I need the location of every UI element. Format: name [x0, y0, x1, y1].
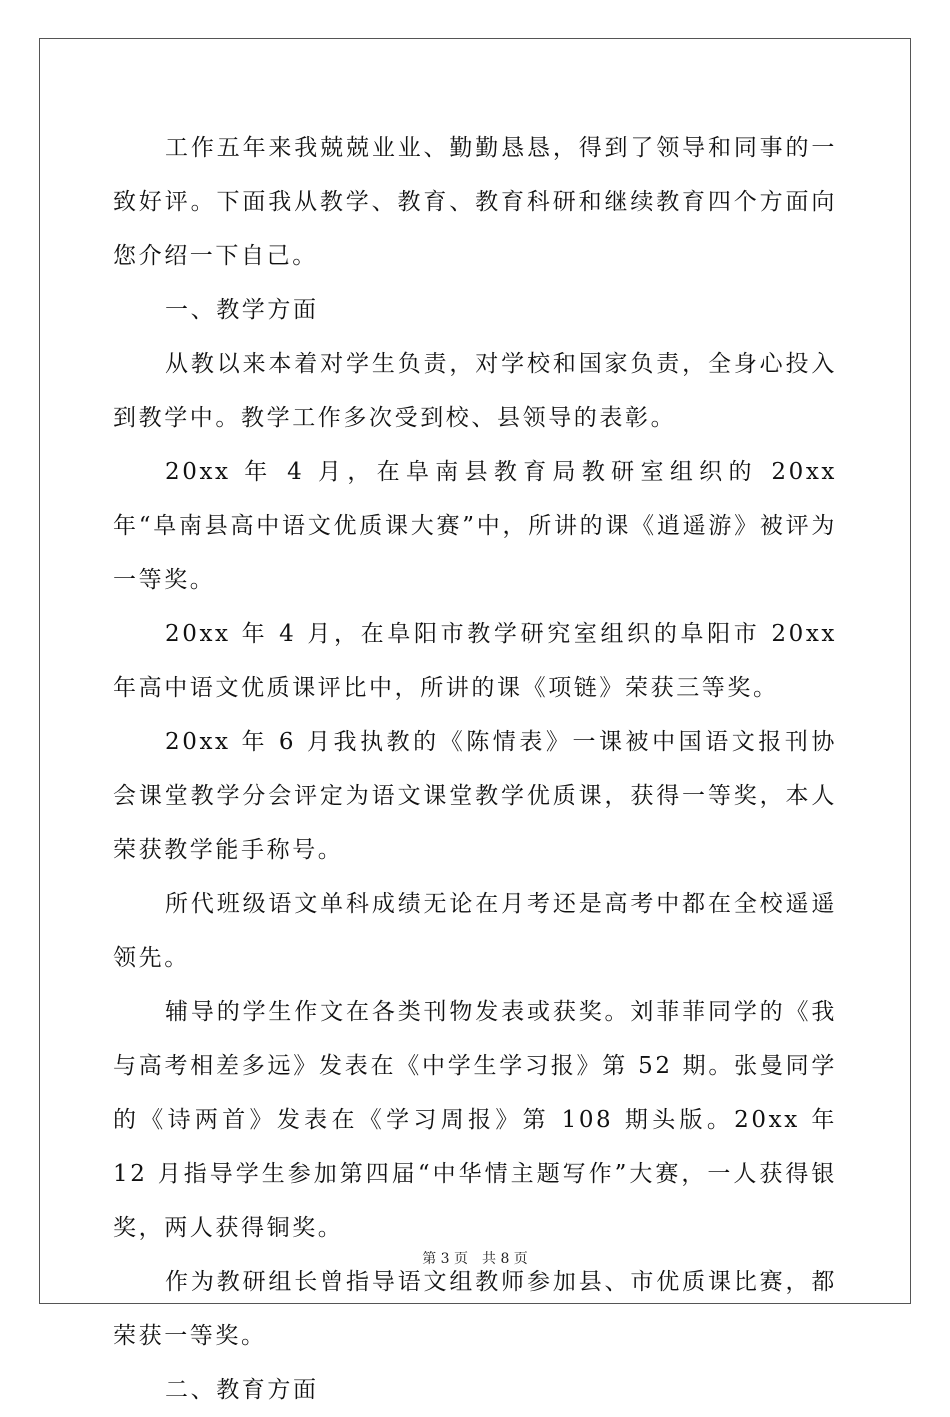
paragraph-guidance: 作为教研组长曾指导语文组教师参加县、市优质课比赛，都荣获一等奖。 — [113, 1269, 837, 1349]
paragraph-award-national: 20xx 年 6 月我执教的《陈情表》一课被中国语文报刊协会课堂教学分会评定为语文课堂教学优质课，获得一等奖，本人荣获教学能手称号。 — [113, 729, 837, 863]
paragraph-award-funan: 20xx 年 4 月，在阜南县教育局教研室组织的 20xx 年“阜南县高中语文优质课大赛”中，所讲的课《逍遥游》被评为一等奖。 — [113, 459, 837, 593]
page-footer — [0, 1248, 950, 1268]
section-heading-teaching: 一、教学方面 — [165, 297, 319, 323]
paragraph-intro: 工作五年来我兢兢业业、勤勤恳恳，得到了领导和同事的一致好评。下面我从教学、教育、教育科研和继续教育四个方面向您介绍一下自己。 — [113, 135, 837, 269]
paragraph-teaching-attitude: 从教以来本着对学生负责，对学校和国家负责，全身心投入到教学中。教学工作多次受到校、县领导的表彰。 — [113, 351, 837, 431]
document-body — [113, 121, 837, 1417]
paragraph-award-fuyang: 20xx 年 4 月，在阜阳市教学研究室组织的阜阳市 20xx 年高中语文优质课评比中，所讲的课《项链》荣获三等奖。 — [113, 621, 837, 701]
paragraph-student-essays: 辅导的学生作文在各类刊物发表或获奖。刘菲菲同学的《我与高考相差多远》发表在《中学生学习报》第 52 期。张曼同学的《诗两首》发表在《学习周报》第 108 期头版。20xx 年 12 月指导学生参加第四届“中华情主题写作”大赛，一人获得银奖，两人获得铜奖。 — [113, 999, 837, 1241]
page-total: 共 8 页 — [482, 1251, 528, 1267]
page-number: 第 3 页 — [422, 1251, 468, 1267]
section-heading-education: 二、教育方面 — [165, 1377, 319, 1403]
paragraph-class-results: 所代班级语文单科成绩无论在月考还是高考中都在全校遥遥领先。 — [113, 891, 837, 971]
